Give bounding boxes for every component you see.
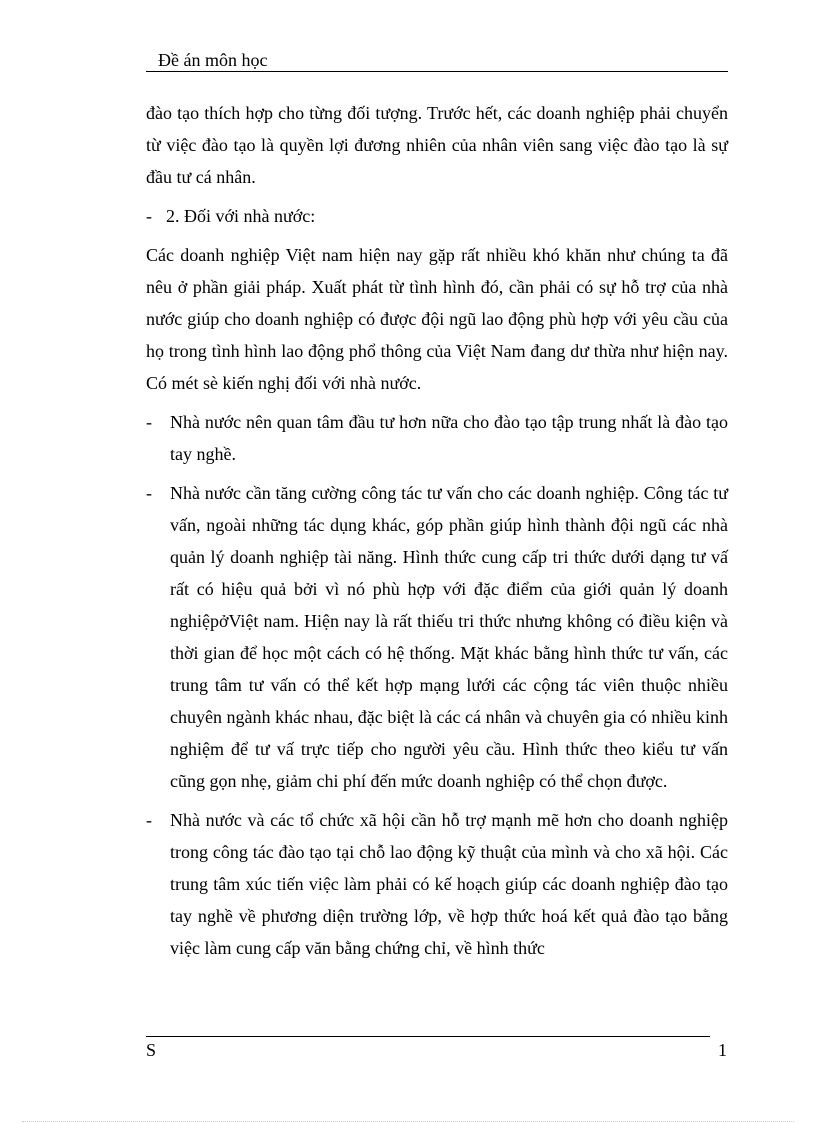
document-body: [146, 97, 728, 971]
list-item-dash: -: [146, 810, 152, 830]
section-heading-text: 2. Đối với nhà nước:: [166, 206, 316, 226]
list-item-dash: -: [146, 412, 152, 432]
page-bottom-edge: [22, 1121, 794, 1122]
page-header-title: Đề án môn học: [158, 50, 268, 70]
header-divider: [146, 71, 728, 72]
list-item-text: Nhà nước cần tăng cường công tác tư vấn cho các doanh nghiệp. Công tác tư vấn, ngoài những tác dụng khác, góp phần giúp hình thành đội ngũ các nhà quản lý doanh nghiệp tài năng. Hình thức cung cấp tri thức dưới dạng tư vấ rất có hiệu quả bởi vì nó phù hợp với đặc điểm của giới quản lý doanh nghiệpởViệt nam. Hiện nay là rất thiếu tri thức nhưng không có điều kiện và thời gian để học một cách có hệ thống. Mặt khác bằng hình thức tư vấn, các trung tâm tư vấn có thể kết hợp mạng lưới các cộng tác viên thuộc nhiều chuyên ngành khác nhau, đặc biệt là các cá nhân và chuyên gia có nhiều kinh nghiệm để tư vấ trực tiếp cho người yêu cầu. Hình thức theo kiểu tư vấn cũng gọn nhẹ, giảm chi phí đến mức doanh nghiệp có thể chọn được.: [170, 483, 728, 791]
footer-label: S: [146, 1040, 157, 1060]
section-heading: [146, 200, 728, 232]
list-item: [146, 406, 728, 470]
list-item-text: Nhà nước nên quan tâm đầu tư hơn nữa cho đào tạo tập trung nhất là đào tạo tay nghề.: [170, 412, 728, 464]
list-item-dash: -: [146, 483, 152, 503]
paragraph-intro: đào tạo thích hợp cho từng đối tượng. Trước hết, các doanh nghiệp phải chuyển từ việc đào tạo là quyền lợi đương nhiên của nhân viên sang việc đào tạo là sự đầu tư cá nhân.: [146, 103, 728, 187]
list-item-text: Nhà nước và các tổ chức xã hội cần hỗ trợ mạnh mẽ hơn cho doanh nghiệp trong công tác đào tạo tại chỗ lao động kỹ thuật của mình và cho xã hội. Các trung tâm xúc tiến việc làm phải có kế hoạch giúp các doanh nghiệp đào tạo tay nghề về phương diện trường lớp, về hợp thức hoá kết quả đào tạo bằng việc làm cung cấp văn bằng chứng chỉ, về hình thức: [170, 810, 728, 958]
list-item: [146, 477, 728, 797]
footer-divider: [146, 1036, 710, 1037]
list-item: [146, 804, 728, 964]
paragraph-context: Các doanh nghiệp Việt nam hiện nay gặp rất nhiều khó khăn như chúng ta đã nêu ở phần giải pháp. Xuất phát từ tình hình đó, cần phải có sự hỗ trợ của nhà nước giúp cho doanh nghiệp có được đội ngũ lao động phù hợp với yêu cầu của họ trong tình hình lao động phổ thông của Việt Nam đang dư thừa như hiện nay. Có mét sè kiến nghị đối với nhà nước.: [146, 245, 728, 393]
page-number: 1: [718, 1040, 727, 1060]
heading-dash: -: [146, 206, 152, 226]
